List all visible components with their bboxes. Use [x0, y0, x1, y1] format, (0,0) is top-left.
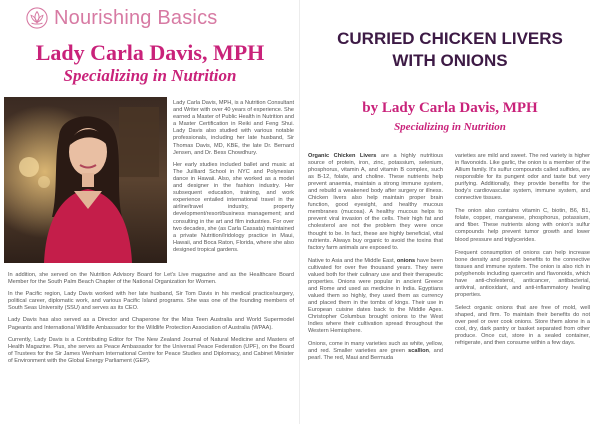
keyword: scallion [408, 348, 429, 355]
lotus-flower-icon [26, 7, 48, 29]
paragraph-text: are a highly nutritious source of protein, iron, zinc, potassium, selenium, phosphorus, vitamin A, and vitamin B complex, such as B-12, folate, and choline. These nutrients help prevent anaemia, maintain a strong immune system, and rebuild a weakened body after surgery or illness. Chicken livers also help maintain proper brain function, good eyesight, and healthy mucous membranes (mucosa). A healthy mucous helps to prevent viral invasion of the cells. Their high fat and cholesterol are not the problem they were once thought to be. In fact, these are highly beneficial, vital nutrients. Always buy organic to avoid the toxins that factory farm animals are exposed to. [308, 153, 443, 251]
bio-paragraph: Her early studies included ballet and music at The Juilliard School in NYC and Polynesian dance in Hawaii. Also, she worked as a model and designer in the fashion industry. Her subsequent education, training, and work experience entailed international travel in the airline/travel industry, property development/resort/business management; and consulting in the art and film industries. For over two decades, she (as Carla Cassata) maintained a private Nutrition/Iridology practice in Maui, Hawaii, and Boca Raton, Florida, where she also designed tropical gardens. [173, 161, 294, 253]
author-portrait [4, 97, 167, 263]
article-paragraph [308, 258, 443, 336]
bio-paragraph: In the Pacific region, Lady Davis worked with her late husband, Sir Tom Davis in his medical practice/surgery, political career, diplomatic work, and various Pacific Island programs. She was one of the founding members of South Seas University (SSU) and serves as its CEO. [8, 291, 294, 312]
bio-full-width [8, 272, 294, 370]
keyword: Organic Chicken Livers [308, 153, 377, 159]
paragraph-text: , and pearl. The red, Maui and Bermuda [308, 348, 443, 362]
paragraph-text: Onions, come in many varieties such as white, yellow, and red. Smaller varieties are green [308, 341, 443, 355]
author-specialty: Specializing in Nutrition [63, 66, 237, 85]
article-paragraph: Select organic onions that are free of mold, well shaped, and firm. To maintain their benefits do not over peel or over cook onions. Store them alone in a cool, dry, dark pantry or basket separated from other produce. Once cut, store in a sealed container, refrigerate, and then consume within a few days. [455, 304, 590, 347]
article-title-line: WITH ONIONS [392, 51, 508, 70]
article-column-1 [308, 153, 443, 368]
article-paragraph [308, 341, 443, 362]
article-byline-subtitle: Specializing in Nutrition [394, 121, 506, 133]
article-byline: by Lady Carla Davis, MPH [362, 100, 538, 116]
bio-side-column [173, 100, 294, 259]
article-column-2 [455, 153, 590, 353]
article-paragraph: Frequent consumption of onions can help increase bone density and provide benefits to the connective tissues and immune system. The onion is also rich in polyphenols including quercetin and flavonoids, which have anti-cholesterol, anticancer, antibacterial, antiviral, antioxidant, and anti-inflammatory healing properties. [455, 249, 590, 298]
bio-paragraph: Lady Carla Davis, MPH, is a Nutrition Consultant and Writer with over 40 years of experience. She earned a Master of Public Health in Nutrition and a Master Certification in Reiki and Feng Shui. Lady Davis also studied with various notable professionals, including her late husband, Sir Thomas Davis, MD, KBE, the late Dr. Bernard Jensen, and Dr. Bess Chowdhury. [173, 100, 294, 156]
article-paragraph: varieties are mild and sweet. The red variety is higher in flavonoids. Like garlic, the onion is a member of the Allium family. It's sulfur compounds called sulfides, are responsible for its pungent odor and taste but very purifying. Additionally, they provide benefits for the body's cardiovascular system, immune system, and connective tissues. [455, 153, 590, 202]
bio-paragraph: In addition, she served on the Nutrition Advisory Board for Let's Live magazine and as the Healthcare Board Member for the South Palm Beach Chapter of the National Organization for Women. [8, 272, 294, 286]
brand-name: Nourishing Basics [54, 6, 218, 29]
paragraph-text: Native to Asia and the Middle East, [308, 257, 397, 264]
article-paragraph [308, 153, 443, 252]
article-title-line: CURRIED CHICKEN LIVERS [337, 29, 563, 48]
author-name: Lady Carla Davis, MPH [35, 40, 265, 65]
bio-paragraph: Lady Davis has also served as a Director and Chaperone for the Miss Teen Australia and World Supermodel Pageants and International Wildlife Ambassador for the Wildlife Protection Association of Australia (WPAA). [8, 317, 294, 331]
brand-header [26, 6, 217, 30]
keyword: onions [396, 257, 416, 264]
article-title [300, 28, 600, 72]
article-paragraph: The onion also contains vitamin C, biotin, B6, B1, folate, copper, manganese, phosphorus, potassium, and fiber. These nutrients along with onion's sulfur compounds help prevent tumor growth and lower blood pressure and triglycerides. [455, 208, 590, 243]
bio-paragraph: Currently, Lady Davis is a Contributing Editor for The New Zealand Journal of Natural Medicine and Masters of Health Magazine. Plus, she serves as Peace Ambassador for the Universal Peace Federation (UPF), on the Board of Trustees for the Sir James Wenham International Centre for Peace Studies and Diplomacy, and Cabinet Minister of Environment with the Global Energy Parliament (GEP). [8, 336, 294, 364]
paragraph-text: have been cultivated for over five thousand years. They were valued both for their culinary use and their therapeutic properties. Onions were popular in ancient Greece and Rome and used as medicine in India. Egyptians valued them so highly, they used them as currency and placed them in the tombs of kings. Their use in European cuisine dates back to the Middle Ages. Christopher Columbus brought onions to the West Indies where their cultivation spread throughout the Western Hemisphere. [308, 257, 443, 335]
